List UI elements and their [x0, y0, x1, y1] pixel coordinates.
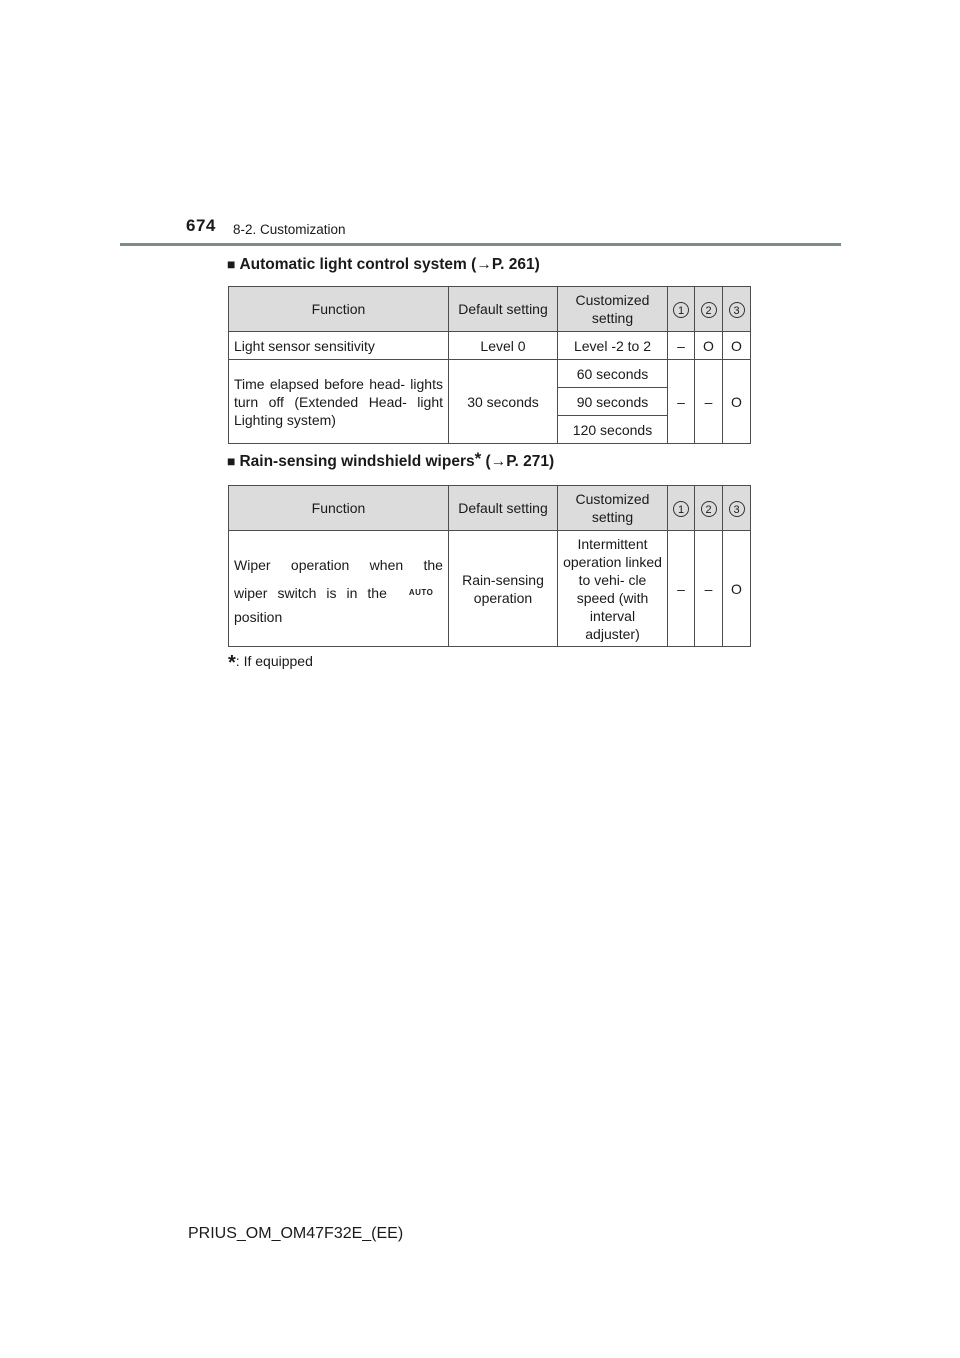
table-row	[229, 332, 751, 360]
header-rule	[120, 243, 841, 246]
cell-custom-option: 120 seconds	[558, 416, 668, 444]
word: is	[326, 584, 337, 601]
header-function: Function	[229, 486, 449, 531]
heading-title: Automatic light control system (	[239, 256, 477, 273]
section-heading-light-control	[227, 256, 540, 274]
cell-default: Level 0	[449, 332, 558, 360]
wiper-table	[228, 485, 751, 647]
circled-1-icon: 1	[673, 302, 689, 318]
footnote-star: *	[228, 652, 236, 674]
cell-col-2: –	[695, 360, 723, 444]
footnote	[228, 652, 313, 675]
circled-3-icon: 3	[729, 302, 745, 318]
auto-switch-icon: AUTO	[408, 587, 434, 597]
footnote-text: : If equipped	[235, 653, 313, 669]
word: wiper	[234, 584, 268, 601]
square-bullet-icon: ■	[227, 256, 236, 272]
cell-col-1: –	[668, 332, 695, 360]
word: the	[367, 584, 387, 601]
circled-1-icon: 1	[673, 501, 689, 517]
heading-title: Rain-sensing windshield wipers	[239, 453, 475, 470]
word: the	[423, 556, 443, 573]
header-col-3	[723, 486, 751, 531]
header-col-2	[695, 287, 723, 332]
arrow-right-icon: →	[490, 453, 507, 470]
cell-col-2: O	[695, 332, 723, 360]
word: operation	[290, 556, 350, 573]
square-bullet-icon: ■	[227, 453, 236, 469]
heading-page-ref: P. 271)	[506, 453, 555, 470]
circled-3-icon: 3	[729, 501, 745, 517]
arrow-right-icon: →	[476, 256, 492, 273]
table-row	[229, 531, 751, 647]
header-col-1	[668, 287, 695, 332]
table-row	[229, 360, 751, 388]
cell-col-3: O	[723, 531, 751, 647]
cell-custom: Level -2 to 2	[558, 332, 668, 360]
document-code: PRIUS_OM_OM47F32E_(EE)	[188, 1225, 404, 1242]
cell-col-1: –	[668, 531, 695, 647]
header-default: Default setting	[449, 287, 558, 332]
word: when	[369, 556, 404, 573]
cell-col-3: O	[723, 360, 751, 444]
header-custom: Customized setting	[558, 486, 668, 531]
word: in	[346, 584, 358, 601]
word: position	[234, 608, 283, 625]
header-custom: Customized setting	[558, 287, 668, 332]
cell-function: Light sensor sensitivity	[229, 332, 449, 360]
cell-custom-option: 60 seconds	[558, 360, 668, 388]
table-header-row	[229, 486, 751, 531]
circled-2-icon: 2	[701, 501, 717, 517]
section-heading-wipers: ■ Rain-sensing windshield wipers * ( → P. 271)	[227, 449, 555, 470]
word: Wiper	[234, 556, 271, 573]
page-number: 674	[186, 216, 216, 235]
light-control-table	[228, 286, 751, 444]
table-header-row	[229, 287, 751, 332]
cell-col-3: O	[723, 332, 751, 360]
section-label: 8-2. Customization	[233, 222, 346, 237]
heading-page-ref: P. 261)	[491, 256, 540, 273]
cell-custom-option: 90 seconds	[558, 388, 668, 416]
cell-function	[229, 531, 449, 647]
header-default: Default setting	[449, 486, 558, 531]
cell-default: 30 seconds	[449, 360, 558, 444]
cell-col-2: –	[695, 531, 723, 647]
word: switch	[277, 584, 317, 601]
header-function: Function	[229, 287, 449, 332]
circled-2-icon: 2	[701, 302, 717, 318]
cell-custom: Intermittent operation linked to vehi- cle speed (with interval adjuster)	[558, 531, 668, 647]
header-col-3	[723, 287, 751, 332]
cell-default: Rain-sensing operation	[449, 531, 558, 647]
heading-paren: (	[481, 453, 491, 470]
header-col-2	[695, 486, 723, 531]
cell-function: Time elapsed before head- lights turn off (Extended Head- light Lighting system)	[229, 360, 449, 444]
header-col-1	[668, 486, 695, 531]
cell-col-1: –	[668, 360, 695, 444]
